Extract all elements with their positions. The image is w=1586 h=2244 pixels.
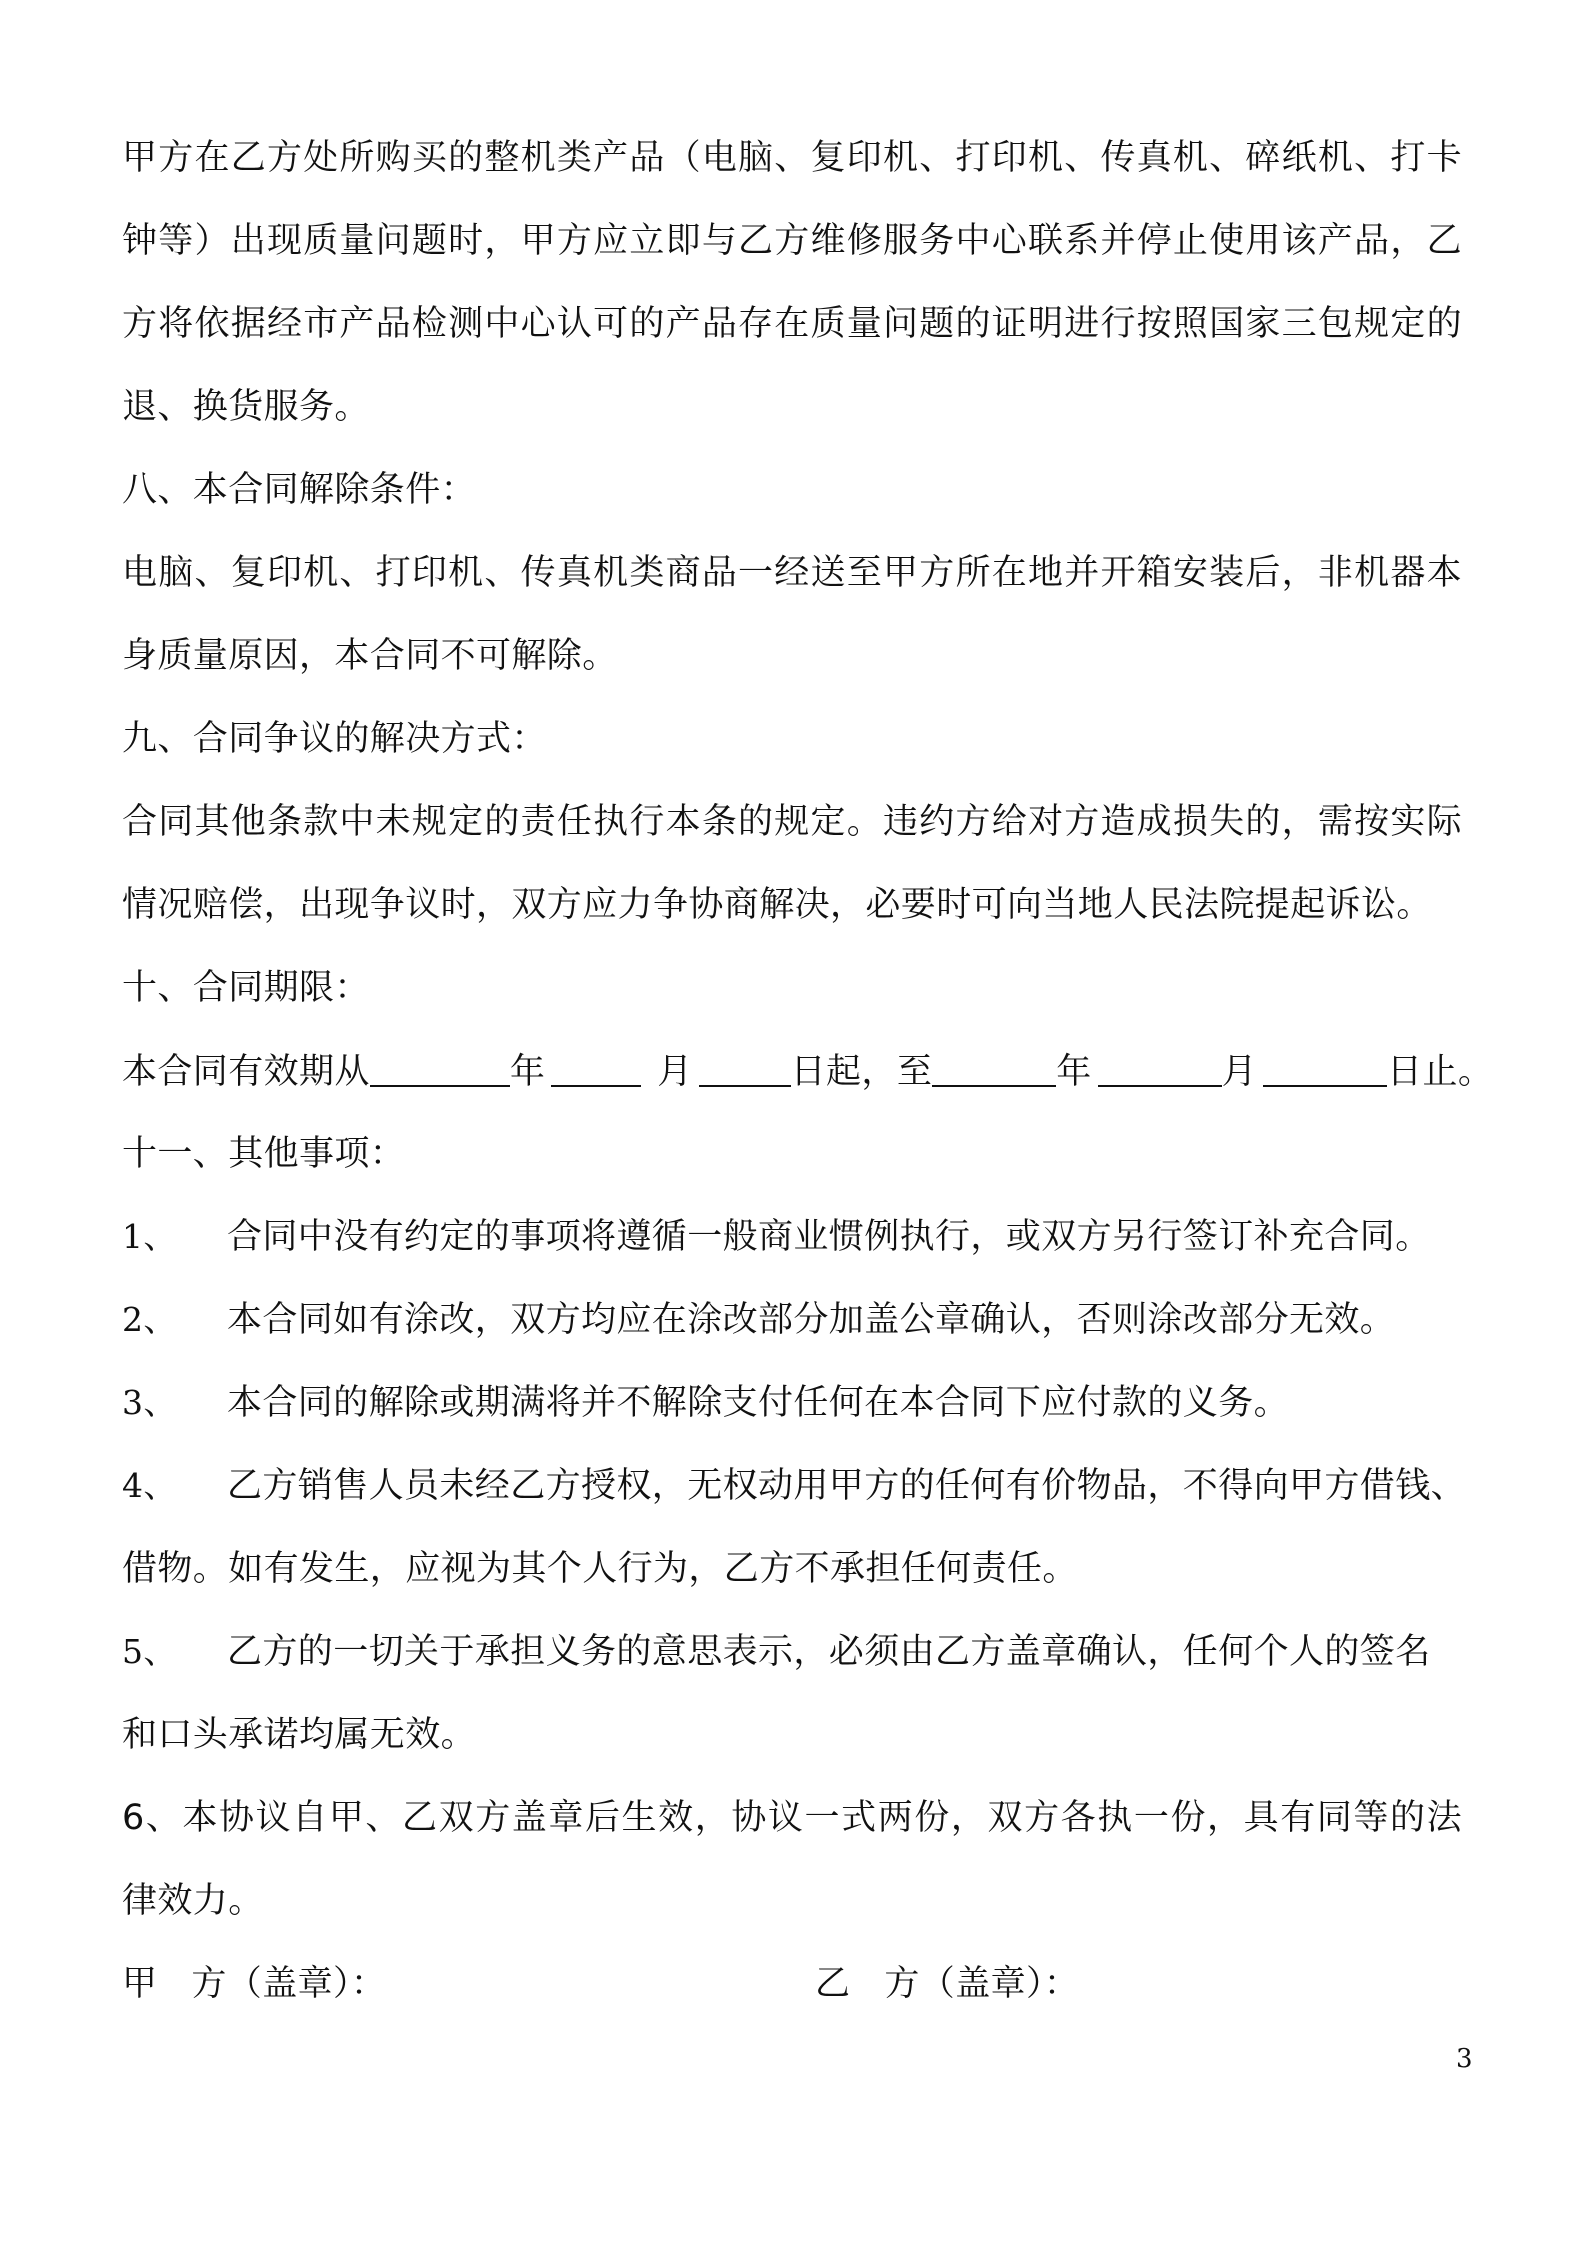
- end-month-blank: [1098, 1049, 1222, 1087]
- paragraph-line: 6、本协议自甲、乙双方盖章后生效，协议一式两份，双方各执一份，具有同等的法: [122, 1798, 1462, 1838]
- end-day-blank: [1263, 1049, 1387, 1087]
- party-b-char: 乙: [815, 1964, 851, 2004]
- list-item-text: 合同中没有约定的事项将遵循一般商业惯例执行，或双方另行签订补充合同。: [227, 1217, 1431, 1257]
- party-b-seal-label: 方（盖章）：: [884, 1964, 1080, 2004]
- contract-term-line: [122, 1049, 1494, 1094]
- term-prefix: 本合同有效期从: [122, 1052, 370, 1092]
- list-item: [122, 1630, 1462, 1674]
- list-item-number: 4、: [122, 1466, 177, 1505]
- party-a-signature-label: [122, 1962, 386, 2006]
- paragraph-line: 合同其他条款中未规定的责任执行本条的规定。违约方给对方造成损失的，需按实际: [122, 802, 1462, 842]
- list-item: [122, 1381, 1462, 1425]
- start-year-blank: [370, 1049, 510, 1087]
- list-item-continuation: 和口头承诺均属无效。: [122, 1715, 477, 1755]
- paragraph-line: 钟等）出现质量问题时，甲方应立即与乙方维修服务中心联系并停止使用该产品，乙: [122, 221, 1462, 261]
- section-heading-8: 八、本合同解除条件：: [122, 470, 477, 510]
- page-number: 3: [1456, 2044, 1473, 2074]
- section-heading-11: 十一、其他事项：: [122, 1134, 406, 1174]
- term-month-1: 月: [657, 1052, 693, 1092]
- list-item-text: 本合同的解除或期满将并不解除支付任何在本合同下应付款的义务。: [227, 1383, 1290, 1423]
- list-item-text: 乙方销售人员未经乙方授权，无权动用甲方的任何有价物品，不得向甲方借钱、: [227, 1466, 1467, 1506]
- term-day-1: 日起，至: [790, 1052, 933, 1092]
- list-item-text: 乙方的一切关于承担义务的意思表示，必须由乙方盖章确认，任何个人的签名: [227, 1632, 1431, 1672]
- term-month-2: 月: [1221, 1052, 1258, 1092]
- end-year-blank: [932, 1049, 1056, 1087]
- list-item-number: 2、: [122, 1300, 177, 1339]
- section-heading-9: 九、合同争议的解决方式：: [122, 719, 547, 759]
- list-item-continuation: 借物。如有发生，应视为其个人行为，乙方不承担任何责任。: [122, 1549, 1078, 1589]
- start-day-blank: [699, 1049, 791, 1087]
- list-item: [122, 1215, 1462, 1259]
- party-a-char: 甲: [122, 1964, 158, 2004]
- start-month-blank: [551, 1049, 641, 1087]
- list-item-number: 5、: [122, 1632, 177, 1671]
- paragraph-line: 电脑、复印机、打印机、传真机类商品一经送至甲方所在地并开箱安装后，非机器本: [122, 553, 1462, 593]
- paragraph-line: 退、换货服务。: [122, 387, 370, 427]
- list-item-text: 本合同如有涂改，双方均应在涂改部分加盖公章确认，否则涂改部分无效。: [227, 1300, 1396, 1340]
- list-item: [122, 1464, 1467, 1508]
- section-heading-10: 十、合同期限：: [122, 968, 370, 1008]
- paragraph-line: 甲方在乙方处所购买的整机类产品（电脑、复印机、打印机、传真机、碎纸机、打卡: [122, 138, 1462, 178]
- paragraph-line: 律效力。: [122, 1881, 264, 1921]
- term-day-2: 日止。: [1387, 1052, 1494, 1092]
- paragraph-line: 情况赔偿，出现争议时，双方应力争协商解决，必要时可向当地人民法院提起诉讼。: [122, 885, 1432, 925]
- party-a-seal-label: 方（盖章）：: [191, 1964, 387, 2004]
- party-b-signature-label: [815, 1962, 1079, 2006]
- paragraph-line: 身质量原因，本合同不可解除。: [122, 636, 618, 676]
- list-item-number: 1、: [122, 1217, 177, 1256]
- paragraph-line: 方将依据经市产品检测中心认可的产品存在质量问题的证明进行按照国家三包规定的: [122, 304, 1462, 344]
- list-item-number: 3、: [122, 1383, 177, 1422]
- term-year-2: 年: [1056, 1052, 1092, 1092]
- list-item: [122, 1298, 1462, 1342]
- term-year-1: 年: [509, 1052, 546, 1092]
